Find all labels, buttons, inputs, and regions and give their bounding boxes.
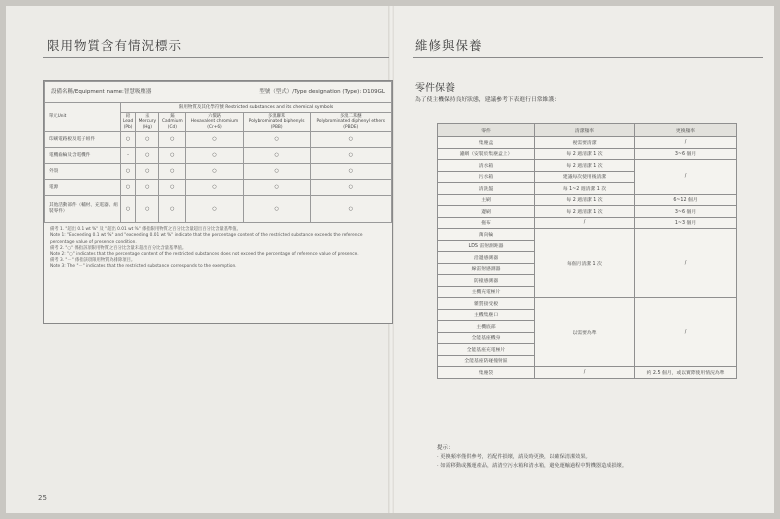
- tip-2: · 如需移動或搬運產品，請清空污水箱和清水箱，避免運輸過程中對機器造成損壞。: [437, 463, 628, 469]
- unit-cell: 外殼: [45, 164, 121, 180]
- mark-cell: ○: [186, 148, 243, 164]
- frequency-cell: 以需要為準: [535, 298, 635, 367]
- substance-sym: (Pb): [123, 124, 133, 130]
- substance-en: Polybrominated biphenyls: [248, 119, 305, 125]
- parts-maintenance-title: 零件保養: [415, 83, 455, 94]
- mark-cell: ○: [159, 132, 186, 148]
- restricted-header: 限用物質及其化學符號 Restricted substances and its chemical symbols: [121, 103, 392, 113]
- unit-cell: 其他活動部件（輔材、充電器、組裝零件）: [45, 196, 121, 223]
- left-page-title: 限用物質含有情況標示: [47, 38, 183, 53]
- frequency-cell: 建議每次使用後清潔: [535, 171, 635, 183]
- note-line: 備考 3. "－" 係指該項限用物質為排除項目。: [50, 258, 136, 264]
- substance-header: [159, 113, 186, 132]
- table-row: [438, 298, 737, 310]
- part-cell: LDS 雷射測距器: [438, 240, 535, 252]
- note-line: Note 1: "Exceeding 0.1 wt %" and "exceeding 0.01 wt %" indicate that the percentage content of the restricted substance exceeds the reference percentage value of presence condition.: [50, 233, 363, 245]
- part-cell: 主機充電極片: [438, 286, 535, 298]
- mark-cell: ○: [136, 132, 159, 148]
- substance-header: [243, 113, 310, 132]
- substance-en: Hexavalent chromium: [190, 119, 239, 125]
- frequency-cell: 視需要清潔: [535, 137, 635, 149]
- replace-cell: 6~12 個月: [635, 194, 737, 206]
- parts-maintenance-subtitle: 為了使主機保持良好狀態，建議參考下表進行日常維護：: [415, 97, 560, 103]
- substance-header: [121, 113, 136, 132]
- replace-cell: /: [635, 137, 737, 149]
- part-cell: 主機底部: [438, 321, 535, 333]
- part-cell: 污水箱: [438, 171, 535, 183]
- header-frequency: 清潔頻率: [535, 124, 635, 137]
- mark-cell: ○: [121, 196, 136, 223]
- mark-cell: ○: [136, 164, 159, 180]
- table-row: [438, 229, 737, 241]
- table-row: [438, 148, 737, 160]
- frequency-cell: /: [535, 367, 635, 379]
- mark-cell: ○: [136, 196, 159, 223]
- frequency-cell: 每 1~2 週清潔 1 次: [535, 183, 635, 195]
- table-row: [45, 196, 392, 223]
- frequency-cell: 每 2 週清潔 1 次: [535, 148, 635, 160]
- mark-cell: ○: [243, 180, 310, 196]
- table-row: [45, 180, 392, 196]
- part-cell: 清洗盤: [438, 183, 535, 195]
- substance-sym: (Cr+6): [207, 124, 222, 130]
- substance-en: Mercury: [138, 119, 156, 125]
- notes-block: [44, 223, 392, 323]
- substance-zh: 多溴二苯醚: [340, 114, 362, 119]
- table-row: [438, 160, 737, 172]
- equipment-name: 設備名稱/Equipment name:智慧吸塵器: [51, 88, 152, 95]
- equipment-row: [45, 82, 392, 103]
- note-line: 備考 2. "○" 係指該項限用物質之百分比含量未超出百分比含量基準值。: [50, 245, 187, 251]
- part-cell: 集塵盒: [438, 137, 535, 149]
- header-replace: 更換頻率: [635, 124, 737, 137]
- substance-header: [310, 113, 391, 132]
- substance-header: [186, 113, 243, 132]
- part-cell: 邊刷: [438, 206, 535, 218]
- replace-cell: /: [635, 229, 737, 298]
- mark-cell: ○: [159, 164, 186, 180]
- mark-cell: ○: [310, 164, 391, 180]
- table-row: [438, 367, 737, 379]
- unit-cell: 電源: [45, 180, 121, 196]
- note-line: Note 2: "○" indicates that the percentage content of the restricted substances does not exceed the percentage of reference value of presence.: [50, 251, 359, 257]
- table-row: [438, 206, 737, 218]
- substance-sym: (Hg): [142, 124, 152, 130]
- substance-zh: 鎘: [170, 114, 175, 119]
- frequency-cell: /: [535, 217, 635, 229]
- tip-1: · 更換頻率僅供參考，若配件損壞，請及時更換，以確保清潔效果。: [437, 454, 591, 460]
- mark-cell: ○: [310, 180, 391, 196]
- note-line: Note 3: The "－" indicates that the restricted substance corresponds to the exemption.: [50, 264, 237, 270]
- right-page-title: 維修與保養: [415, 38, 483, 53]
- mark-cell: ○: [310, 148, 391, 164]
- substance-header: [136, 113, 159, 132]
- mark-cell: ○: [186, 132, 243, 148]
- mark-cell: ○: [243, 148, 310, 164]
- part-cell: 濾網（安裝於集塵盒上）: [438, 148, 535, 160]
- frequency-cell: 每 2 週清潔 1 次: [535, 160, 635, 172]
- maintenance-table: [437, 123, 737, 379]
- mark-cell: -: [121, 148, 136, 164]
- mark-cell: ○: [243, 164, 310, 180]
- replace-cell: /: [635, 160, 737, 195]
- replace-cell: 3~6 個月: [635, 148, 737, 160]
- mark-cell: ○: [310, 132, 391, 148]
- table-row: [438, 194, 737, 206]
- table-row: [45, 132, 392, 148]
- part-cell: 沿邊感測器: [438, 252, 535, 264]
- left-title-divider: [43, 57, 389, 58]
- mark-cell: ○: [186, 164, 243, 180]
- unit-header: 單元Unit: [45, 103, 121, 132]
- model-type: 型號（型式）/Type designation (Type): D109GL: [259, 88, 385, 95]
- part-cell: 全能基座充電極片: [438, 344, 535, 356]
- mark-cell: ○: [121, 180, 136, 196]
- substance-zh: 汞: [145, 114, 150, 119]
- mark-cell: ○: [186, 196, 243, 223]
- substance-en: Polybrominated diphenyl ethers: [316, 119, 386, 125]
- mark-cell: ○: [243, 196, 310, 223]
- table-row: [45, 148, 392, 164]
- replace-cell: 約 2.5 個月，或以實際使用情況為準: [635, 367, 737, 379]
- part-cell: 全能基座防碰撞射區: [438, 355, 535, 367]
- frequency-cell: 每 2 週清潔 1 次: [535, 194, 635, 206]
- mark-cell: ○: [310, 196, 391, 223]
- tips-heading: 提示：: [437, 445, 454, 451]
- part-cell: 雜質接受板: [438, 298, 535, 310]
- part-cell: 線雷射感測器: [438, 263, 535, 275]
- part-cell: 清水箱: [438, 160, 535, 172]
- table-row: [438, 217, 737, 229]
- frequency-cell: 每 2 週清潔 1 次: [535, 206, 635, 218]
- table-row: [438, 137, 737, 149]
- substance-zh: 鉛: [125, 114, 131, 119]
- table-row: [45, 164, 392, 180]
- substance-zh: 六價鉻: [208, 114, 221, 119]
- replace-cell: /: [635, 298, 737, 367]
- unit-cell: 電機齒輪及含電機件: [45, 148, 121, 164]
- mark-cell: ○: [243, 132, 310, 148]
- part-cell: 集塵袋: [438, 367, 535, 379]
- part-cell: 拖布: [438, 217, 535, 229]
- mark-cell: ○: [121, 164, 136, 180]
- note-line: 備考 1. "超出 0.1 wt %" 及 "超出 0.01 wt %" 係指限用物質之百分比含量超出百分比含量基準值。: [50, 227, 241, 233]
- part-cell: 主機集塵口: [438, 309, 535, 321]
- substance-sym: (Cd): [167, 124, 177, 130]
- substance-en: Cadmium: [162, 119, 183, 125]
- unit-cell: 印刷電路板及電子組件: [45, 132, 121, 148]
- substance-sym: (PBDE): [343, 124, 359, 130]
- mark-cell: ○: [136, 180, 159, 196]
- frequency-cell: 每個月清潔 1 次: [535, 229, 635, 298]
- substance-zh: 多溴聯苯: [268, 114, 286, 119]
- part-cell: 萬向輪: [438, 229, 535, 241]
- restricted-substances-table: [43, 80, 393, 324]
- part-cell: 主刷: [438, 194, 535, 206]
- mark-cell: ○: [136, 148, 159, 164]
- substance-sym: (PBB): [270, 124, 283, 130]
- mark-cell: ○: [159, 148, 186, 164]
- part-cell: 全能基座機身: [438, 332, 535, 344]
- header-part: 零件: [438, 124, 535, 137]
- substance-en: Lead: [122, 119, 134, 125]
- replace-cell: 1~3 個月: [635, 217, 737, 229]
- replace-cell: 3~6 個月: [635, 206, 737, 218]
- part-cell: 防撞感測器: [438, 275, 535, 287]
- mark-cell: ○: [121, 132, 136, 148]
- mark-cell: ○: [159, 196, 186, 223]
- mark-cell: ○: [186, 180, 243, 196]
- mark-cell: ○: [159, 180, 186, 196]
- right-title-divider: [413, 57, 763, 58]
- page-number: 25: [38, 494, 47, 502]
